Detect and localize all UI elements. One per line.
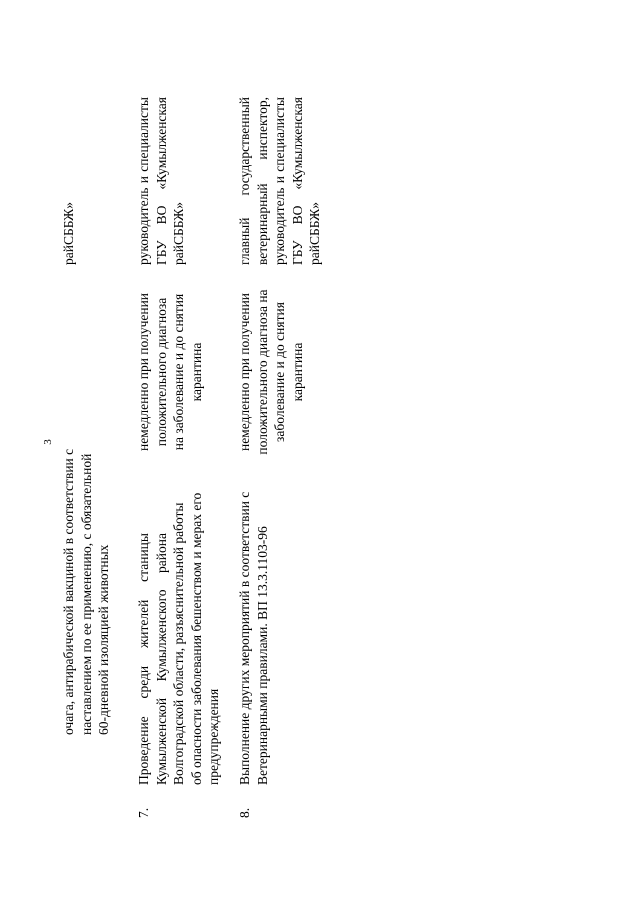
term-line: немедленно при получении bbox=[237, 292, 252, 452]
page-number: 3 bbox=[42, 439, 54, 445]
responsible-cell bbox=[60, 95, 78, 265]
row-number: 7. bbox=[136, 807, 151, 818]
measure-line: Выполнение других мероприятий в соответствии с bbox=[237, 491, 252, 785]
measure-line: Проведение среди жителей станицы bbox=[136, 533, 151, 785]
measure-cell bbox=[135, 492, 223, 785]
measure-line: очага, антирабической вакциной в соответствии с bbox=[61, 448, 76, 735]
responsible-line: ГБУ ВО «Кумылженская bbox=[153, 97, 169, 265]
measure-line: Волгоградской области, разъяснительной работы bbox=[171, 502, 186, 785]
term-line: положительного диагноза bbox=[153, 297, 169, 447]
term-line: немедленно при получении bbox=[136, 292, 151, 452]
measure-line: наставлением по ее применению, с обязательной bbox=[78, 453, 94, 735]
responsible-cell bbox=[135, 97, 188, 265]
measure-cell bbox=[60, 448, 113, 735]
responsible-line: главный государственный bbox=[237, 97, 252, 265]
measure-cell bbox=[236, 491, 271, 785]
term-line: заболевание и до снятия bbox=[272, 302, 287, 442]
measure-line: 60-дневной изоляцией животных bbox=[96, 544, 111, 735]
responsible-line: ветеринарный инспектор, bbox=[254, 97, 270, 265]
term-line: на заболевание и до снятия bbox=[171, 293, 186, 451]
responsible-line: райСББЖ» bbox=[61, 202, 76, 265]
responsible-cell bbox=[236, 97, 324, 265]
responsible-line: райСББЖ» bbox=[171, 202, 186, 265]
responsible-line: руководитель и специалисты bbox=[272, 97, 287, 265]
measure-line: предупреждения bbox=[206, 688, 221, 785]
responsible-line: райСББЖ» bbox=[307, 202, 322, 265]
row-number: 8. bbox=[237, 807, 252, 818]
responsible-line: ГБУ ВО «Кумылженская bbox=[289, 97, 305, 265]
term-cell bbox=[135, 287, 205, 457]
term-line: карантина bbox=[188, 342, 204, 402]
measure-line: Кумылженской Кумылженского района bbox=[153, 533, 169, 785]
term-line: карантина bbox=[289, 342, 305, 402]
responsible-line: руководитель и специалисты bbox=[136, 97, 151, 265]
term-cell bbox=[236, 279, 306, 465]
term-line: положительного диагноза на bbox=[254, 289, 270, 455]
measure-line: об опасности заболевания бешенством и мерах его bbox=[188, 492, 204, 785]
measure-line: Ветеринарными правилами. ВП 13.3.1103-96 bbox=[254, 526, 270, 785]
